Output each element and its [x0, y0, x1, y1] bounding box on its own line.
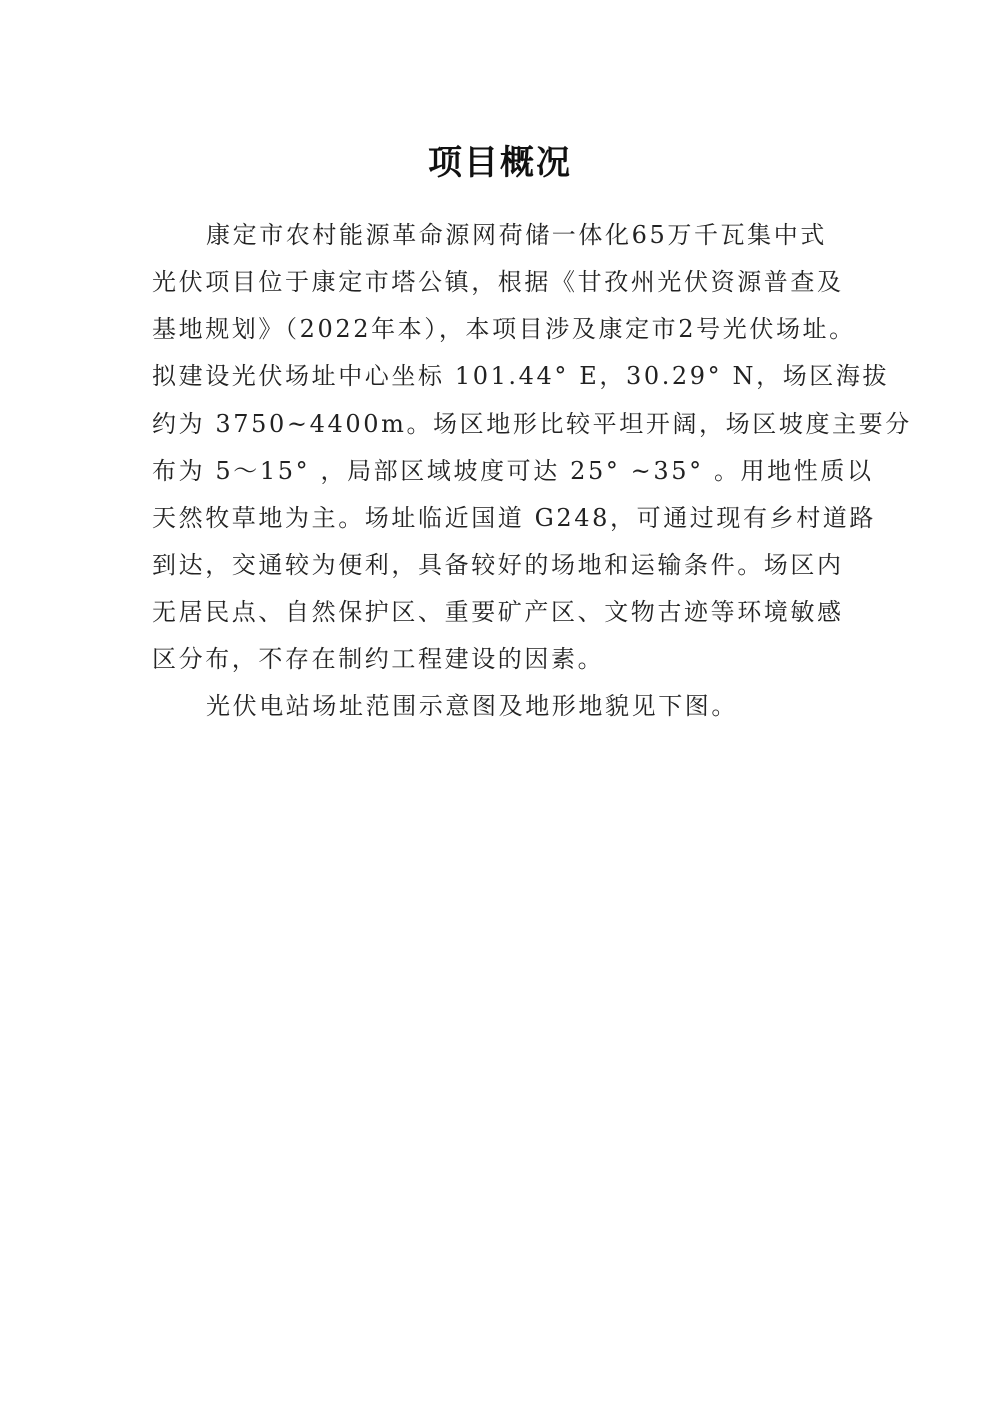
paragraph-1-line-7: 天然牧草地为主。场址临近国道 G248，可通过现有乡村道路	[152, 504, 877, 532]
paragraph-1-line-1: 康定市农村能源革命源网荷储一体化65万千瓦集中式	[206, 221, 827, 249]
paragraph-1-line-9: 无居民点、自然保护区、重要矿产区、文物古迹等环境敏感	[152, 598, 844, 626]
paragraph-2: 光伏电站场址范围示意图及地形地貌见下图。	[206, 692, 738, 720]
paragraph-1-line-4: 拟建设光伏场址中心坐标 101.44° E，30.29° N，场区海拔	[152, 362, 890, 390]
paragraph-1-line-10: 区分布，不存在制约工程建设的因素。	[152, 645, 605, 673]
paragraph-1-line-3: 基地规划》（2022年本），本项目涉及康定市2号光伏场址。	[152, 315, 856, 343]
paragraph-1-line-2: 光伏项目位于康定市塔公镇，根据《甘孜州光伏资源普查及	[152, 268, 844, 296]
paragraph-1-line-5: 约为 3750~4400m。场区地形比较平坦开阔，场区坡度主要分	[152, 410, 912, 438]
page-title: 项目概况	[428, 143, 572, 183]
paragraph-1-line-8: 到达，交通较为便利，具备较好的场地和运输条件。场区内	[152, 551, 844, 579]
paragraph-1-line-6: 布为 5～15° ，局部区域坡度可达 25° ~35° 。用地性质以	[152, 457, 874, 485]
